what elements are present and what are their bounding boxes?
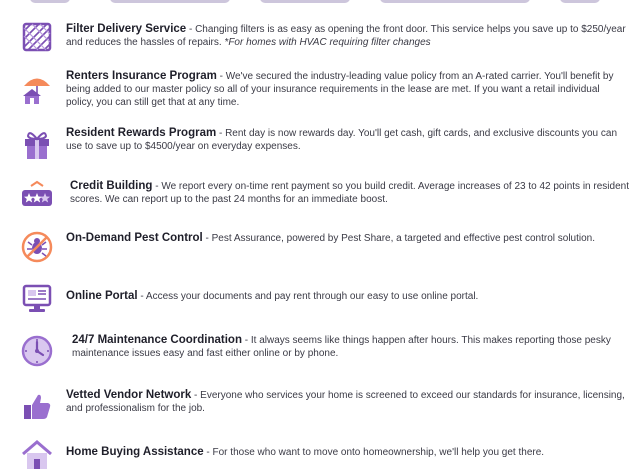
- service-title: Filter Delivery Service: [66, 23, 187, 35]
- gift-icon: [20, 127, 54, 161]
- service-description: It always seems like things happen after hours. This makes reporting those pesky maintenance issues easy and fast either online or by phone.: [72, 335, 611, 359]
- separator: -: [152, 181, 162, 192]
- service-note: *For homes with HVAC requiring filter changes: [221, 37, 431, 48]
- service-description: For those who want to move onto homeownership, we'll help you get there.: [212, 447, 545, 458]
- separator: -: [216, 128, 226, 139]
- service-title: Renters Insurance Program: [66, 70, 217, 82]
- separator: -: [216, 71, 226, 82]
- service-description: Rent day is now rewards day. You'll get cash, gift cards, and exclusive discounts you can use to save up to $4500/year on everyday expenses.: [66, 128, 618, 152]
- service-description: Access your documents and pay rent through our easy to use online portal.: [145, 291, 479, 302]
- filter-icon: [20, 20, 54, 54]
- separator: -: [191, 390, 201, 401]
- thumbs-up-icon: [20, 389, 54, 423]
- clock-icon: [20, 334, 54, 368]
- service-title: Online Portal: [66, 290, 138, 302]
- service-description: We report every on-time rent payment so you build credit. Average increases of 23 to 42 points in resident scores. We can report up to the past 24 months for an immediate boost.: [70, 181, 629, 205]
- house-icon: [20, 438, 54, 472]
- service-title: Resident Rewards Program: [66, 127, 217, 139]
- pest-icon: [20, 230, 54, 264]
- service-title: On-Demand Pest Control: [66, 232, 203, 244]
- service-description: Changing filters is as easy as opening the front door. This service helps you save up to $250/year and reduces the hassles of repairs.: [66, 24, 626, 48]
- service-description: Everyone who services your home is screened to exceed our standards for insurance, licensing, and professionalism for the job.: [66, 390, 625, 414]
- umbrella-house-icon: [20, 72, 54, 106]
- separator: -: [203, 447, 213, 458]
- separator: -: [202, 233, 212, 244]
- separator: -: [186, 24, 196, 35]
- separator: -: [137, 291, 146, 302]
- service-description: We've secured the industry-leading value policy from an A-rated carrier. You'll benefit by being added to our master policy so all of your insurance requirements in the lease are met. If you want a retail individual policy, you can still get that at any time.: [66, 71, 614, 108]
- service-description: Pest Assurance, powered by Pest Share, a targeted and effective pest control solution.: [211, 233, 596, 244]
- service-title: Credit Building: [70, 180, 153, 192]
- credit-stars-icon: [20, 180, 54, 214]
- computer-portal-icon: [20, 281, 54, 315]
- service-title: Vetted Vendor Network: [66, 389, 192, 401]
- cropped-top-line: [0, 0, 640, 3]
- service-title: 24/7 Maintenance Coordination: [72, 334, 242, 346]
- separator: -: [241, 335, 251, 346]
- service-title: Home Buying Assistance: [66, 446, 204, 458]
